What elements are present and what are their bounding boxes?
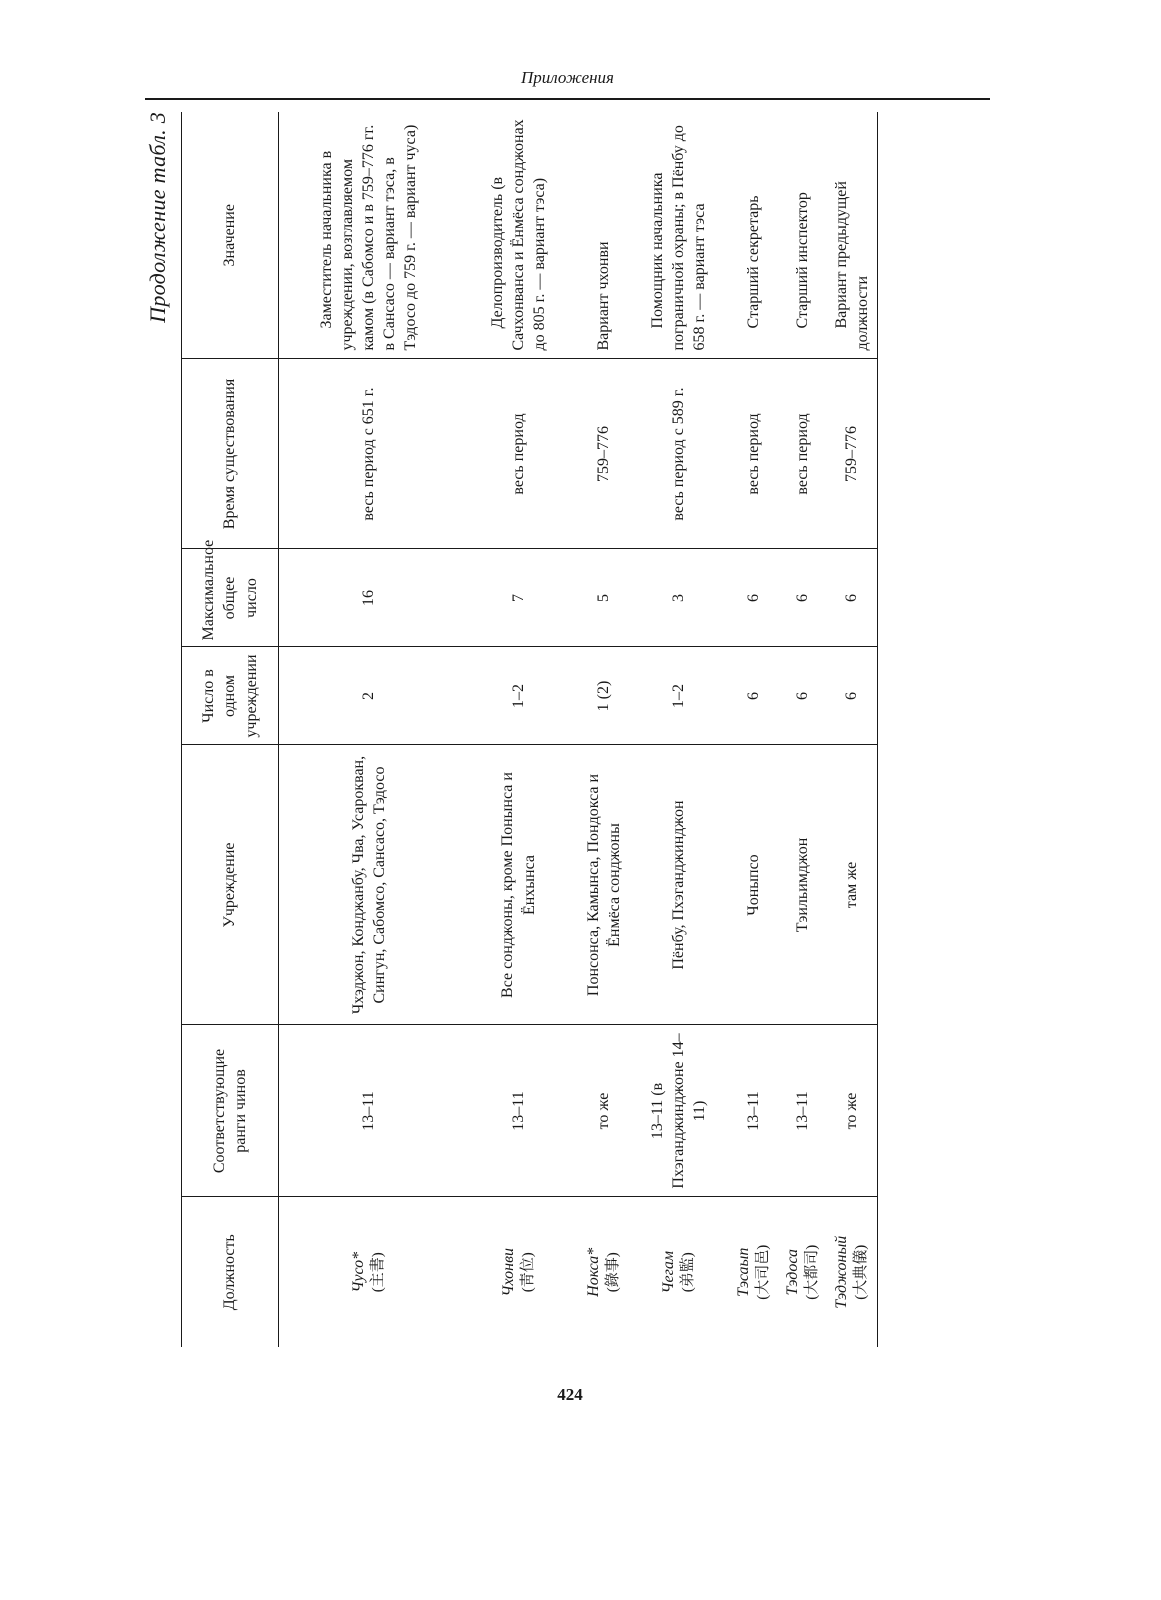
- page-number: 424: [557, 1385, 583, 1404]
- period-cell: весь период: [729, 359, 778, 549]
- ranks-cell: 13–11 (в Пхэганджинджоне 14–11): [629, 1025, 729, 1197]
- rotated-table-block: [145, 112, 985, 1347]
- ranks-cell: 13–11: [279, 1025, 459, 1197]
- column-header-ranks: Соответствующие ранги чинов: [182, 1025, 279, 1197]
- post-cell: [778, 1197, 827, 1347]
- institution-cell: Тэильимджон: [778, 745, 827, 1025]
- max-total-cell: 6: [827, 549, 878, 647]
- post-name: Нокса*: [585, 1247, 603, 1297]
- meaning-cell: Вариант предыдущей должности: [827, 112, 878, 359]
- per-institution-cell: 1–2: [629, 647, 729, 745]
- period-cell: 759–776: [827, 359, 878, 549]
- ranks-cell: 13–11: [778, 1025, 827, 1197]
- per-institution-cell: 6: [827, 647, 878, 745]
- institution-cell: Все сонджоны, кроме Понынса и Ёнхынса: [459, 745, 579, 1025]
- table-row: [459, 112, 579, 1347]
- ranks-cell: 13–11: [729, 1025, 778, 1197]
- post-name-chinese: (靑位): [520, 1252, 537, 1293]
- institution-cell: там же: [827, 745, 878, 1025]
- table-row: [579, 112, 629, 1347]
- post-name: Тэджоный: [833, 1235, 851, 1309]
- max-total-cell: 6: [778, 549, 827, 647]
- meaning-cell: Делопроизводитель (в Сачхонванса и Ёнмёса сонджонах до 805 г. — вариант тэса): [459, 112, 579, 359]
- running-head: Приложения: [521, 68, 614, 87]
- post-name: Чхонви: [500, 1247, 518, 1297]
- post-cell: [827, 1197, 878, 1347]
- table-header-row: [182, 112, 279, 1347]
- post-name-chinese: (大典儀): [853, 1244, 870, 1300]
- per-institution-cell: 6: [729, 647, 778, 745]
- per-institution-cell: 2: [279, 647, 459, 745]
- ranks-cell: то же: [579, 1025, 629, 1197]
- institution-cell: Чхэджон, Конджанбу, Чва, Усарокван, Сингун, Сабомсо, Сансасо, Тэдосо: [279, 745, 459, 1025]
- institution-cell: Пёнбу, Пхэганджинджон: [629, 745, 729, 1025]
- institution-cell: Понсонса, Камынса, Пондокса и Ёнмёса сонджоны: [579, 745, 629, 1025]
- post-cell: [279, 1197, 459, 1347]
- table-row: [827, 112, 878, 1347]
- post-cell: [579, 1197, 629, 1347]
- meaning-cell: Помощник начальника пограничной охраны; в Пёнбу до 658 г. — вариант тэса: [629, 112, 729, 359]
- period-cell: весь период с 651 г.: [279, 359, 459, 549]
- post-name-chinese: (主書): [370, 1252, 387, 1293]
- column-header-post: Должность: [221, 1234, 239, 1311]
- column-header-period: Время существования: [182, 359, 279, 549]
- period-cell: весь период: [778, 359, 827, 549]
- meaning-cell: Вариант чхонви: [579, 112, 629, 359]
- header-rule: [145, 98, 990, 100]
- max-total-cell: 16: [279, 549, 459, 647]
- table-caption: Продолжение табл. 3: [145, 112, 170, 323]
- table-row: [279, 112, 459, 1347]
- post-name-chinese: (錄事): [605, 1252, 622, 1293]
- meaning-cell: Старший секретарь: [729, 112, 778, 359]
- post-cell: [459, 1197, 579, 1347]
- max-total-cell: 5: [579, 549, 629, 647]
- per-institution-cell: 1 (2): [579, 647, 629, 745]
- column-header-max-total: Максимальное общее число: [182, 549, 279, 647]
- max-total-cell: 3: [629, 549, 729, 647]
- post-name: Тэсаып: [734, 1247, 752, 1297]
- post-name-chinese: (弟監): [680, 1252, 697, 1293]
- post-name: Чегам: [660, 1250, 678, 1294]
- meaning-cell: Заместитель начальника в учреждении, возглавляемом камом (в Сабомсо и в 759–776 гг. в Сансасо — вариант тэса, в Тэдосо до 759 г. — вариант чуса): [279, 112, 459, 359]
- period-cell: весь период с 589 г.: [629, 359, 729, 549]
- ranks-cell: 13–11: [459, 1025, 579, 1197]
- ranks-cell: то же: [827, 1025, 878, 1197]
- per-institution-cell: 6: [778, 647, 827, 745]
- column-header-meaning: Значение: [182, 112, 279, 359]
- period-cell: 759–776: [579, 359, 629, 549]
- post-name: Тэдоса: [783, 1248, 801, 1296]
- meaning-cell: Старший инспектор: [778, 112, 827, 359]
- table-row: [778, 112, 827, 1347]
- post-name: Чусо*: [350, 1251, 368, 1293]
- post-cell: [729, 1197, 778, 1347]
- institution-cell: Чоныпсо: [729, 745, 778, 1025]
- period-cell: весь период: [459, 359, 579, 549]
- post-name-chinese: (大都司): [803, 1244, 820, 1300]
- post-name-chinese: (大司邑): [754, 1244, 771, 1300]
- officials-table: [181, 112, 878, 1347]
- post-cell: [629, 1197, 729, 1347]
- column-header-institution: Учреждение: [182, 745, 279, 1025]
- per-institution-cell: 1–2: [459, 647, 579, 745]
- max-total-cell: 7: [459, 549, 579, 647]
- column-header-per-institution: Число в одном учреждении: [182, 647, 279, 745]
- table-row: [729, 112, 778, 1347]
- table-row: [629, 112, 729, 1347]
- max-total-cell: 6: [729, 549, 778, 647]
